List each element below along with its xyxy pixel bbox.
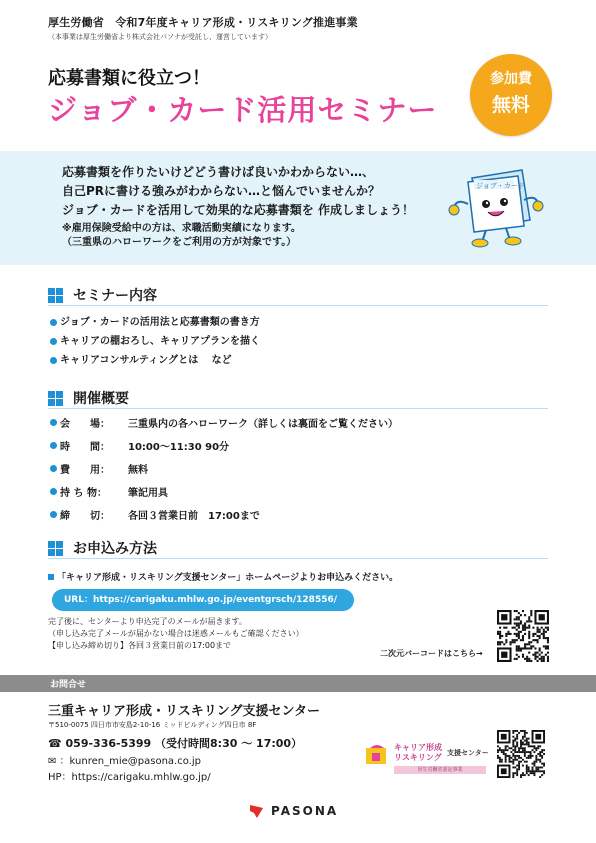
logo-subtitle: 厚生労働省委託事業 <box>394 766 486 774</box>
section-divider <box>48 408 548 409</box>
pasona-logo <box>248 803 338 819</box>
intro-note: ※雇用保険受給中の方は、求職活動実績になります。 <box>62 223 301 234</box>
pasona-brand: PASONA <box>271 804 339 818</box>
section-title: お申込み方法 <box>73 541 157 557</box>
apply-note: 【申し込み締め切り】各回３営業日前の17:00まで <box>48 641 232 650</box>
intro-text <box>62 163 442 250</box>
ministry-line: 厚生労働省 令和7年度キャリア形成・リスキリング推進事業 <box>48 16 358 29</box>
section-overview-heading <box>48 388 548 408</box>
ministry-note: （本事業は厚生労働省より株式会社パソナが受託し、運営しています） <box>48 33 272 41</box>
support-center-mark-icon <box>364 744 390 768</box>
seminar-title: ジョブ・カード活用セミナー <box>48 93 438 127</box>
bullet-dot-icon <box>50 442 57 449</box>
catch-copy: 応募書類に役立つ！ <box>48 68 210 89</box>
intro-line: 応募書類を作りたいけどどう書けば良いかわからない…、 <box>62 165 375 179</box>
square-bullet-icon <box>48 574 54 580</box>
overview-row-venue: 会 場： 三重県内の各ハローワーク（詳しくは裏面をご覧ください） <box>50 411 550 434</box>
content-list <box>50 313 550 370</box>
apply-notes <box>48 616 428 652</box>
overview-row-fee: 費 用： 無料 <box>50 457 550 480</box>
bullet-dot-icon <box>50 488 57 495</box>
bullet-dot-icon <box>50 511 57 518</box>
intro-line: 自己PRに書ける強みがわからない…と悩んでいませんか？ <box>62 184 381 198</box>
section-apply-heading <box>48 538 548 558</box>
fee-badge <box>470 54 552 136</box>
section-square-icon <box>48 541 63 556</box>
header <box>48 14 508 42</box>
mascot-label: ジョブ・カード <box>476 182 525 190</box>
qr-caption: 二次元バーコードはこちら→ <box>380 649 483 658</box>
center-email[interactable]: ✉ ：kunren_mie@pasona.co.jp <box>48 756 201 767</box>
section-divider <box>48 558 548 559</box>
logo-text: キャリア形成 リスキリング <box>394 743 442 762</box>
bullet-dot-icon <box>50 419 57 426</box>
center-phone[interactable]: ☎ 059-336-5399 （受付時間8:30 ～ 17:00） <box>48 737 303 750</box>
list-item: ジョブ・カードの活用法と応募書類の書き方 <box>50 313 550 332</box>
contact-bar <box>0 675 596 692</box>
overview-row-items: 持 ち 物： 筆記用具 <box>50 480 550 503</box>
section-divider <box>48 305 548 306</box>
contact-bar-label: お問合せ <box>50 680 87 690</box>
support-center-logo <box>364 738 488 778</box>
bullet-dot-icon <box>50 357 57 364</box>
bullet-dot-icon <box>50 338 57 345</box>
overview-row-time: 時 間： 10:00～11:30 90分 <box>50 434 550 457</box>
apply-lead: 「キャリア形成・リスキリング支援センター」ホームページよりお申込みください。 <box>48 570 398 583</box>
section-square-icon <box>48 391 63 406</box>
intro-line: ジョブ・カードを活用して効果的な応募書類を 作成しましょう！ <box>62 203 414 217</box>
apply-note: 完了後に、センターより申込完了のメールが届きます。 <box>48 617 247 626</box>
overview-list <box>50 411 550 526</box>
contact-qr-code-icon[interactable] <box>497 730 545 778</box>
section-title: セミナー内容 <box>73 288 157 304</box>
section-square-icon <box>48 288 63 303</box>
section-content-heading <box>48 285 548 305</box>
center-homepage[interactable]: HP：https://carigaku.mhlw.go.jp/ <box>48 772 211 783</box>
list-item: キャリアコンサルティングとは など <box>50 351 550 370</box>
list-item: キャリアの棚おろし、キャリアプランを描く <box>50 332 550 351</box>
center-address: 〒510-0075 四日市市安島2-10-16 ミッドビルディング四日市 8F <box>48 721 257 729</box>
section-title: 開催概要 <box>73 391 129 407</box>
application-url-link[interactable]: URL：https://carigaku.mhlw.go.jp/eventgrsch/128556/ <box>52 589 354 611</box>
fee-badge-value: 無料 <box>491 94 530 116</box>
pasona-mark-icon <box>248 803 265 819</box>
bullet-dot-icon <box>50 319 57 326</box>
intro-note: （三重県のハローワークをご利用の方が対象です。） <box>62 237 297 248</box>
job-card-mascot-icon <box>448 164 544 248</box>
center-name: 三重キャリア形成・リスキリング支援センター <box>48 704 320 719</box>
application-qr-code-icon[interactable] <box>497 610 549 662</box>
fee-badge-label: 参加費 <box>490 71 532 87</box>
logo-side-text: 支援センター <box>447 749 489 757</box>
bullet-dot-icon <box>50 465 57 472</box>
apply-note: （申し込み完了メールが届かない場合は迷惑メールもご確認ください） <box>48 629 304 638</box>
overview-row-deadline: 締 切： 各回３営業日前 17:00まで <box>50 503 550 526</box>
